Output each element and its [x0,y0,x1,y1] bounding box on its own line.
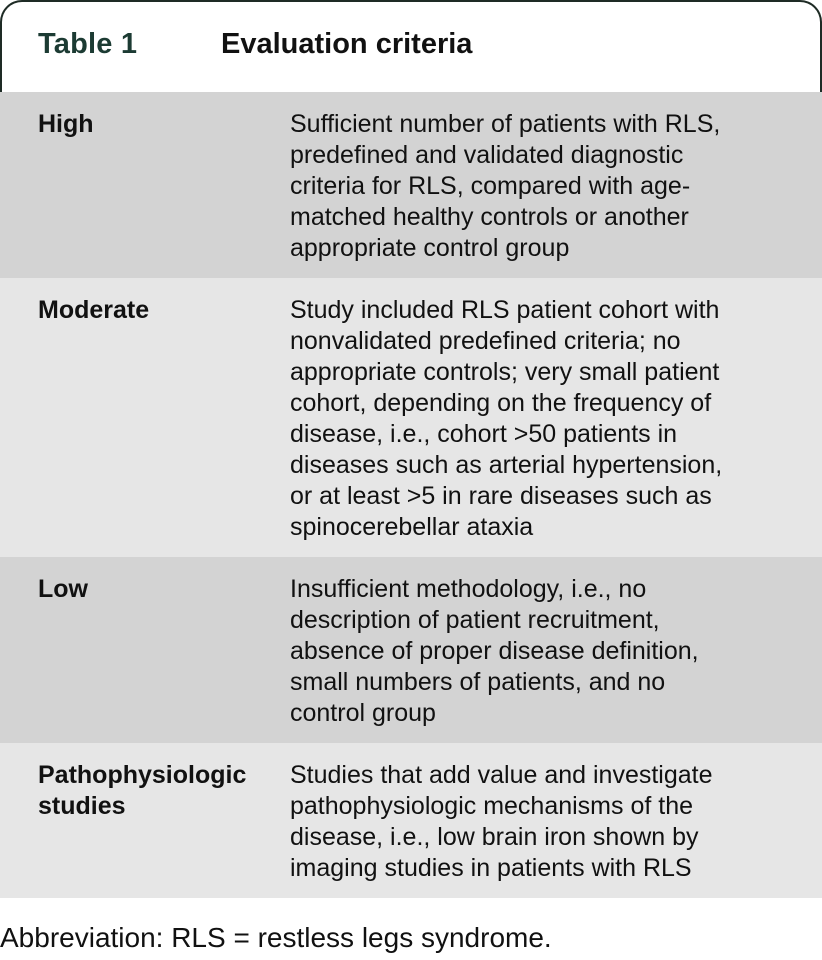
table-row [0,743,822,898]
table-row [0,92,822,278]
table-row [0,278,822,557]
criteria-level-label: Moderate [38,296,150,324]
criteria-level-label: High [38,110,94,138]
criteria-description: Studies that add value and investigate pathophysiologic mechanisms of the disease, i.e., low brain iron shown by imaging studies in patients with RLS [290,761,713,882]
criteria-description: Insufficient methodology, i.e., no description of patient recruitment, absence of proper disease definition, small numbers of patients, and no control group [290,575,699,727]
criteria-description: Sufficient number of patients with RLS, predefined and validated diagnostic criteria for RLS, compared with age- matched healthy controls or another appropriate control group [290,110,721,262]
table-footnote: Abbreviation: RLS = restless legs syndrome. [0,922,552,953]
criteria-description: Study included RLS patient cohort with nonvalidated predefined criteria; no appropriate controls; very small patient cohort, depending on the frequency of disease, i.e., cohort >50 patients in diseases such as arterial hypertension, or at least >5 in rare diseases such as spinocerebellar ataxia [290,296,723,541]
table-title: Evaluation criteria [221,28,473,60]
table-number: Table 1 [38,28,138,60]
criteria-level-label: Low [38,575,88,603]
table-row [0,557,822,743]
table-header [0,0,822,92]
criteria-level-label: Pathophysiologic studies [38,761,247,820]
